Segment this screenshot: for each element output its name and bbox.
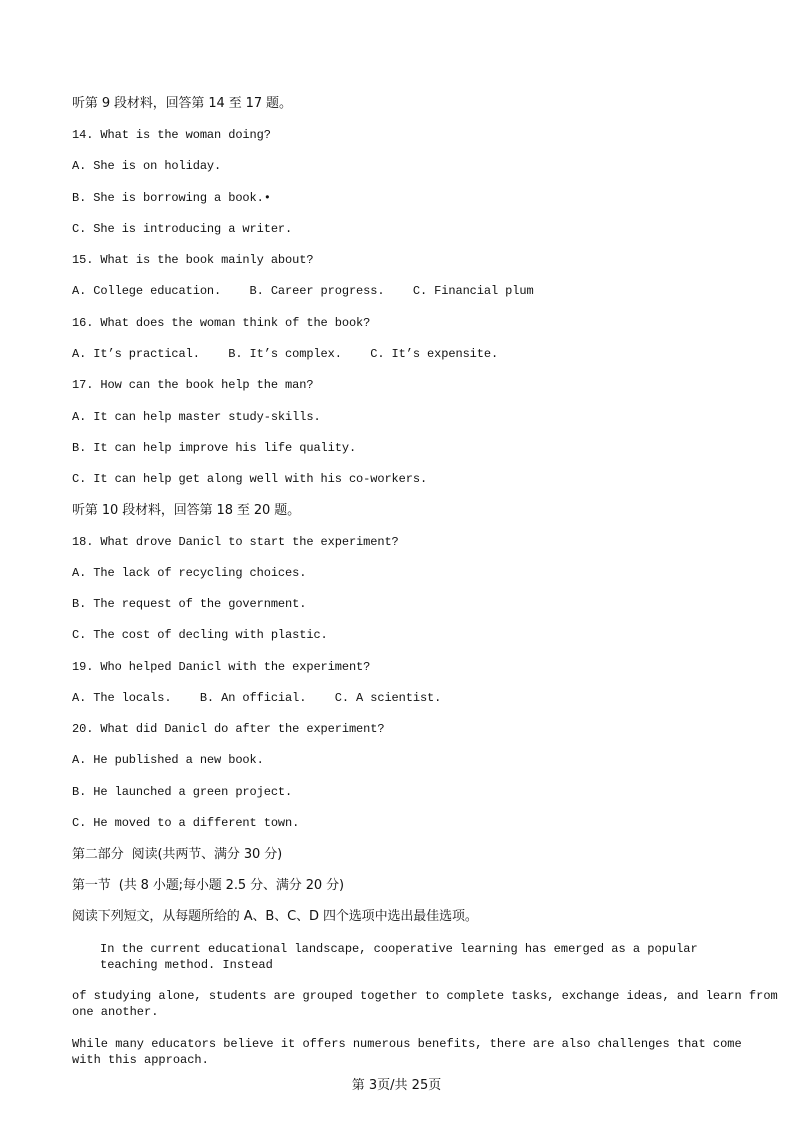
option-18a: A. The lack of recycling choices. (72, 566, 307, 580)
question-19: 19. Who helped Danicl with the experiment? (72, 660, 371, 674)
question-20: 20. What did Danicl do after the experiment? (72, 722, 385, 736)
option-14a: A. She is on holiday. (72, 159, 222, 173)
option-17c: C. It can help get along well with his co-workers. (72, 472, 428, 486)
options-15: A. College education. B. Career progress. C. Financial plum (72, 284, 534, 298)
question-16: 16. What does the woman think of the book? (72, 316, 371, 330)
question-14: 14. What is the woman doing? (72, 128, 271, 142)
option-14b: B. She is borrowing a book.• (72, 191, 271, 205)
option-20c: C. He moved to a different town. (72, 816, 300, 830)
page-footer: 第 3页/共 25页 (351, 1078, 442, 1093)
passage-paragraph-1: In the current educational landscape, cooperative learning has emerged as a popular teaching method. Instead (100, 942, 698, 972)
option-14c: C. She is introducing a writer. (72, 222, 293, 236)
option-20b: B. He launched a green project. (72, 785, 293, 799)
option-18c: C. The cost of decling with plastic. (72, 628, 328, 642)
section-heading-9: 听第 9 段材料，回答第 14 至 17 题。 (72, 96, 292, 111)
option-20a: A. He published a new book. (72, 753, 264, 767)
passage-paragraph-2: of studying alone, students are grouped together to complete tasks, exchange ideas, and learn from one another. (72, 989, 778, 1019)
question-18: 18. What drove Danicl to start the experiment? (72, 535, 399, 549)
section-heading-10: 听第 10 段材料，回答第 18 至 20 题。 (72, 503, 301, 518)
question-17: 17. How can the book help the man? (72, 378, 314, 392)
section-one-heading: 第一节 (共 8 小题;每小题 2.5 分、满分 20 分) (72, 878, 344, 893)
option-18b: B. The request of the government. (72, 597, 307, 611)
options-16: A. It’s practical. B. It’s complex. C. It’s expensite. (72, 347, 499, 361)
part-two-heading: 第二部分 阅读(共两节、满分 30 分) (72, 847, 283, 862)
option-17b: B. It can help improve his life quality. (72, 441, 357, 455)
options-19: A. The locals. B. An official. C. A scientist. (72, 691, 442, 705)
passage-paragraph-3: While many educators believe it offers numerous benefits, there are also challenges that come with this approach. (72, 1037, 742, 1067)
question-15: 15. What is the book mainly about? (72, 253, 314, 267)
reading-instruction: 阅读下列短文，从每题所给的 A、B、C、D 四个选项中选出最佳选项。 (72, 909, 478, 924)
option-17a: A. It can help master study-skills. (72, 410, 321, 424)
